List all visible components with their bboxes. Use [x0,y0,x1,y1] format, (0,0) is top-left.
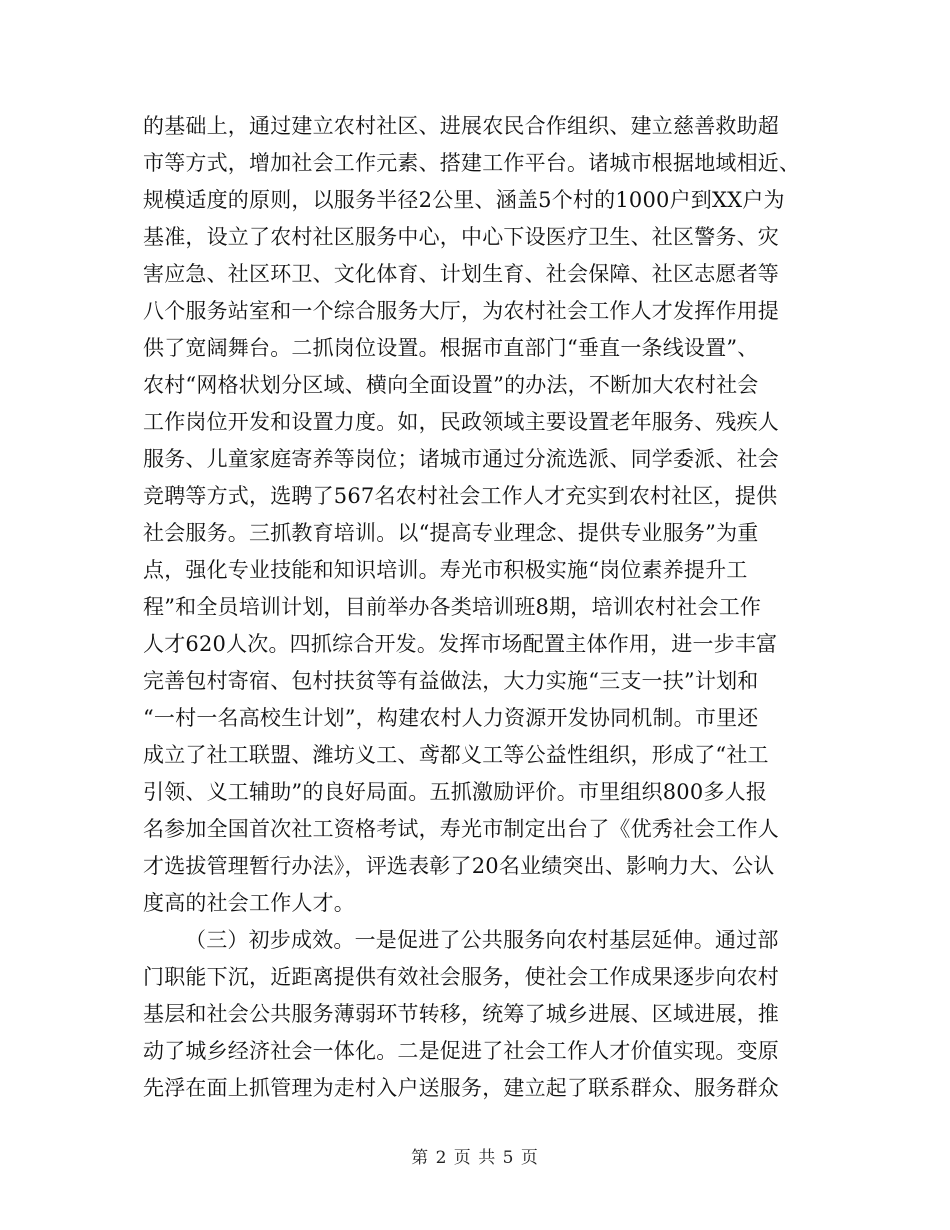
text-line: 完善包村寄宿、包村扶贫等有益做法，大力实施“三支一扶”计划和 [143,669,759,693]
text-line: 害应急、社区环卫、文化体育、计划生育、社会保障、社区志愿者等 [143,262,779,286]
page-number-footer: 第 2 页 共 5 页 [411,1148,539,1168]
text-line: 点，强化专业技能和知识培训。寿光市积极实施“岗位素养提升工 [143,558,748,582]
text-line: 度高的社会工作人才。 [143,891,355,915]
text-line: “一村一名高校生计划”，构建农村人力资源开发协同机制。市里还 [143,706,759,730]
text-line: 引领、义工辅助”的良好局面。五抓激励评价。市里组织800多人报 [143,780,768,804]
text-line: 名参加全国首次社工资格考试，寿光市制定出台了《优秀社会工作人 [143,817,779,841]
text-line: 人才620人次。四抓综合开发。发挥市场配置主体作用，进一步丰富 [143,632,778,656]
text-line: 服务、儿童家庭寄养等岗位；诸城市通过分流选派、同学委派、社会 [143,447,779,471]
text-line: 先浮在面上抓管理为走村入户送服务，建立起了联系群众、服务群众 [143,1076,779,1100]
text-line: 农村“网格状划分区域、横向全面设置”的办法，不断加大农村社会 [143,373,759,397]
text-line: 工作岗位开发和设置力度。如，民政领域主要设置老年服务、残疾人 [143,410,779,434]
text-line: 供了宽阔舞台。二抓岗位设置。根据市直部门“垂直一条线设置”、 [143,336,759,360]
text-line: 的基础上，通过建立农村社区、进展农民合作组织、建立慈善救助超 [143,114,779,138]
text-line: 才选拔管理暂行办法》，评选表彰了20名业绩突出、影响力大、公认 [143,854,775,878]
text-line: 成立了社工联盟、潍坊义工、鸢都义工等公益性组织，形成了“社工 [143,743,769,767]
text-line: 八个服务站室和一个综合服务大厅，为农村社会工作人才发挥作用提 [143,299,779,323]
text-line: 市等方式，增加社会工作元素、搭建工作平台。诸城市根据地域相近、 [143,151,801,175]
text-line: 基准，设立了农村社区服务中心，中心下设医疗卫生、社区警务、灾 [143,225,779,249]
paragraph-start-line: （三）初步成效。一是促进了公共服务向农村基层延伸。通过部 [185,928,779,952]
text-line: 竞聘等方式，选聘了567名农村社会工作人才充实到农村社区，提供 [143,484,778,508]
text-line: 社会服务。三抓教育培训。以“提高专业理念、提供专业服务”为重 [143,521,759,545]
text-line: 动了城乡经济社会一体化。二是促进了社会工作人才价值实现。变原 [143,1039,779,1063]
text-line: 门职能下沉，近距离提供有效社会服务，使社会工作成果逐步向农村 [143,965,779,989]
text-line: 规模适度的原则，以服务半径2公里、涵盖5个村的1000户到XX户为 [143,188,785,212]
text-line: 程”和全员培训计划，目前举办各类培训班8期，培训农村社会工作 [143,595,762,619]
text-line: 基层和社会公共服务薄弱环节转移，统筹了城乡进展、区域进展，推 [143,1002,779,1026]
